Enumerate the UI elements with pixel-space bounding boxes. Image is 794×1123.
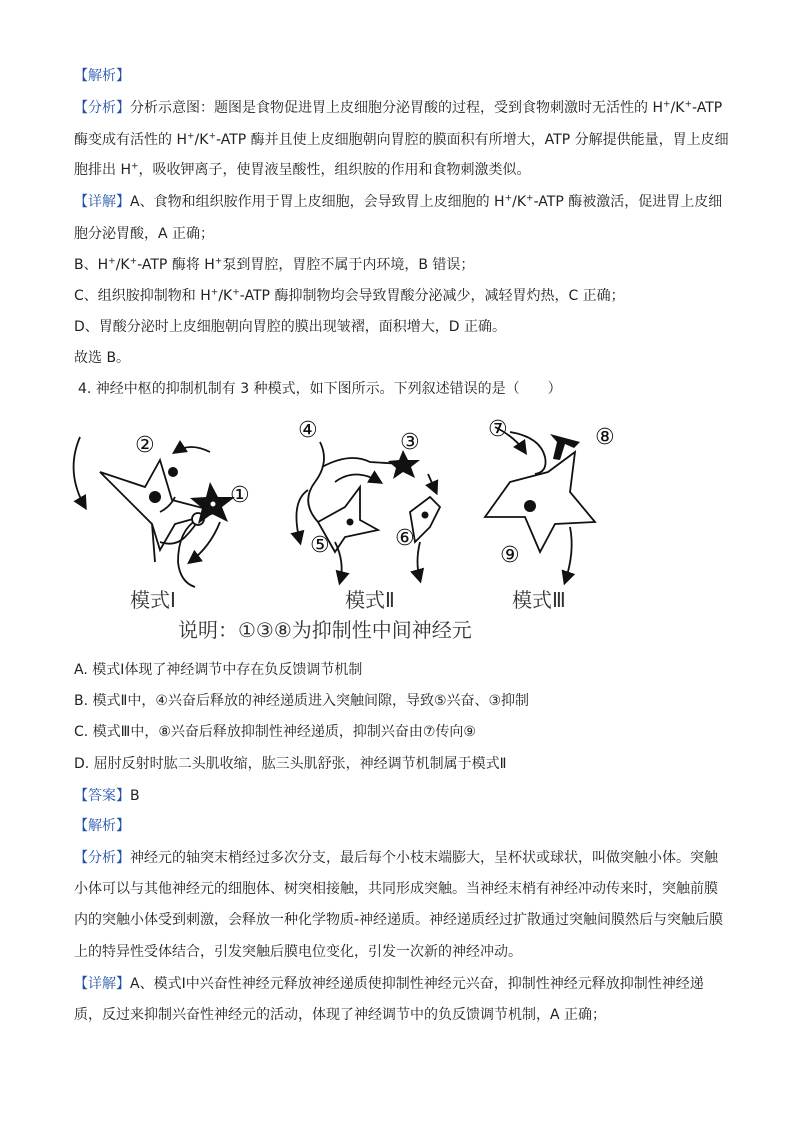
neuron-8-terminal	[550, 434, 580, 460]
mode-1-label: 模式Ⅰ	[130, 588, 176, 612]
text-run: /K	[218, 288, 233, 304]
mode-2-label: 模式Ⅱ	[345, 588, 395, 612]
text-run: 泵到胃腔，胃腔不属于内环境，B 错误；	[222, 257, 475, 273]
text-run: A、模式Ⅰ中兴奋性神经元释放神经递质使抑制性神经元兴奋，抑制性神经元释放抑制性神经递	[130, 976, 704, 992]
neuron-6-soma	[422, 512, 429, 519]
text-run: A、食物和组织胺作用于胃上皮细胞，会导致胃上皮细胞的 H	[130, 194, 505, 210]
superscript: +	[129, 256, 138, 267]
text-run: B、H	[74, 257, 109, 273]
answer-heading: 【答案】	[74, 788, 130, 804]
neuron-4-axon	[308, 442, 324, 522]
superscript: +	[186, 131, 195, 142]
label-1: ①	[230, 483, 250, 508]
q4-xj-line-1	[74, 974, 704, 994]
label-9: ⑨	[500, 543, 520, 568]
option-d: D. 屈肘反射时肱二头肌收缩，肱三头肌舒张，神经调节机制属于模式Ⅱ	[74, 756, 507, 772]
superscript: +	[208, 131, 216, 142]
q4-fx-line-2: 小体可以与其他神经元的细胞体、树突相接触，共同形成突触。当神经末梢有神经冲动传来时，突触前膜	[74, 881, 718, 897]
mode-3-label: 模式Ⅲ	[512, 588, 566, 612]
detail-heading: 【详解】	[74, 194, 130, 210]
mode1-arrow-left	[74, 437, 85, 507]
choose-line: 故选 B。	[74, 350, 131, 366]
label-6: ⑥	[395, 526, 415, 551]
superscript: +	[504, 193, 513, 204]
figure-note: 说明：①③⑧为抑制性中间神经元	[178, 618, 472, 642]
neuron-inhibition-figure	[60, 412, 620, 652]
answer-value: B	[130, 788, 140, 804]
mode2-arrow-e	[418, 542, 421, 580]
superscript: +	[108, 256, 116, 267]
text-run: -ATP	[691, 100, 723, 116]
detail-line-2: 胞分泌胃酸，A 正确；	[74, 226, 215, 242]
mode1-collateral	[160, 497, 175, 512]
q4-xj-line-2: 质，反过来抑制兴奋性神经元的活动，体现了神经调节中的负反馈调节机制，A 正确；	[74, 1007, 607, 1023]
label-2: ②	[135, 433, 155, 458]
analysis-line-2	[74, 130, 729, 150]
answer-line	[74, 786, 140, 806]
mode2-arrow-d	[335, 542, 342, 582]
mode1-bouton-top	[168, 467, 178, 477]
detail-line-d: D、胃酸分泌时上皮细胞朝向胃腔的膜出现皱褶，面积增大，D 正确。	[74, 319, 507, 335]
text-run: 神经元的轴突末梢经过多次分支，最后每个小枝末端膨大，呈杯状或球状，叫做突触小体。突触	[130, 850, 718, 866]
figure-svg	[60, 412, 620, 652]
section-heading-analysis: 【解析】	[74, 68, 130, 84]
superscript: +	[662, 99, 671, 110]
detail-line-1	[74, 192, 722, 212]
text-run: -ATP 酶被激活，促进胃上皮细	[533, 194, 723, 210]
option-a: A. 模式Ⅰ体现了神经调节中存在负反馈调节机制	[74, 662, 363, 678]
text-run: ，吸收钾离子，使胃液呈酸性，组织胺的作用和食物刺激类似。	[138, 162, 531, 178]
mode2-arrow-b	[335, 475, 380, 483]
label-8: ⑧	[595, 425, 615, 450]
text-run: -ATP 酶将 H	[137, 257, 215, 273]
text-run: -ATP 酶抑制物均会导致胃酸分泌减少，减轻胃灼热，C 正确；	[239, 288, 625, 304]
text-run: /K	[670, 100, 685, 116]
label-4: ④	[298, 418, 318, 443]
q4-fx-line-1	[74, 848, 718, 868]
neuron-9-body	[485, 452, 595, 552]
label-5: ⑤	[310, 533, 330, 558]
label-3: ③	[400, 430, 420, 455]
analysis-heading: 【分析】	[74, 100, 130, 116]
mode2-arrow-a	[296, 490, 308, 542]
q4-fx-line-3: 内的突触小体受到刺激，会释放一种化学物质-神经递质。神经递质经过扩散通过突触间膜然后与突触后膜	[74, 912, 724, 928]
mode1-loop	[178, 519, 198, 587]
option-c: C. 模式Ⅲ中，⑧兴奋后释放抑制性神经递质，抑制兴奋由⑦传向⑨	[74, 724, 476, 740]
text-run: 酶变成有活性的 H	[74, 132, 187, 148]
text-run: 分析示意图：题图是食物促进胃上皮细胞分泌胃酸的过程，受到食物刺激时无活性的 H	[130, 100, 663, 116]
q4-xj-heading: 【详解】	[74, 976, 130, 992]
neuron-9-soma	[524, 500, 536, 512]
q4-fx-line-4: 上的特异性受体结合，引发突触后膜电位变化，引发一次新的神经冲动。	[74, 944, 522, 960]
superscript: +	[214, 256, 223, 267]
q4-analysis-heading: 【解析】	[74, 818, 130, 834]
superscript: +	[526, 193, 534, 204]
mode1-arrow-top	[175, 447, 210, 452]
neuron-2-soma	[149, 491, 161, 503]
detail-line-b	[74, 255, 474, 275]
neuron-7-axon	[510, 432, 546, 474]
neuron-5-soma	[347, 519, 354, 526]
label-7: ⑦	[488, 417, 508, 442]
mode2-arrow-c	[428, 474, 436, 492]
mode1-arrow-right	[190, 522, 220, 562]
detail-line-c	[74, 286, 625, 306]
question-4-stem: 4. 神经中枢的抑制机制有 3 种模式，如下图所示。下列叙述错误的是（ ）	[78, 381, 562, 397]
analysis-line-3	[74, 160, 531, 180]
text-run: /K	[115, 257, 130, 273]
text-run: /K	[512, 194, 527, 210]
option-b: B. 模式Ⅱ中，④兴奋后释放的神经递质进入突触间隙，导致⑤兴奋、③抑制	[74, 693, 530, 709]
text-run: /K	[194, 132, 209, 148]
analysis-line-1	[74, 98, 722, 118]
neuron-1-nucleus	[211, 502, 216, 507]
text-run: -ATP 酶并且使上皮细胞朝向胃腔的膜面积有所增大，ATP 分解提供能量，胃上皮细	[215, 132, 729, 148]
q4-fx-heading: 【分析】	[74, 850, 130, 866]
superscript: +	[210, 287, 219, 298]
superscript: +	[232, 287, 240, 298]
text-run: C、组织胺抑制物和 H	[74, 288, 211, 304]
superscript: +	[684, 99, 692, 110]
text-run: 胞排出 H	[74, 162, 131, 178]
superscript: +	[130, 161, 139, 172]
mode3-arrow-b	[565, 527, 572, 582]
